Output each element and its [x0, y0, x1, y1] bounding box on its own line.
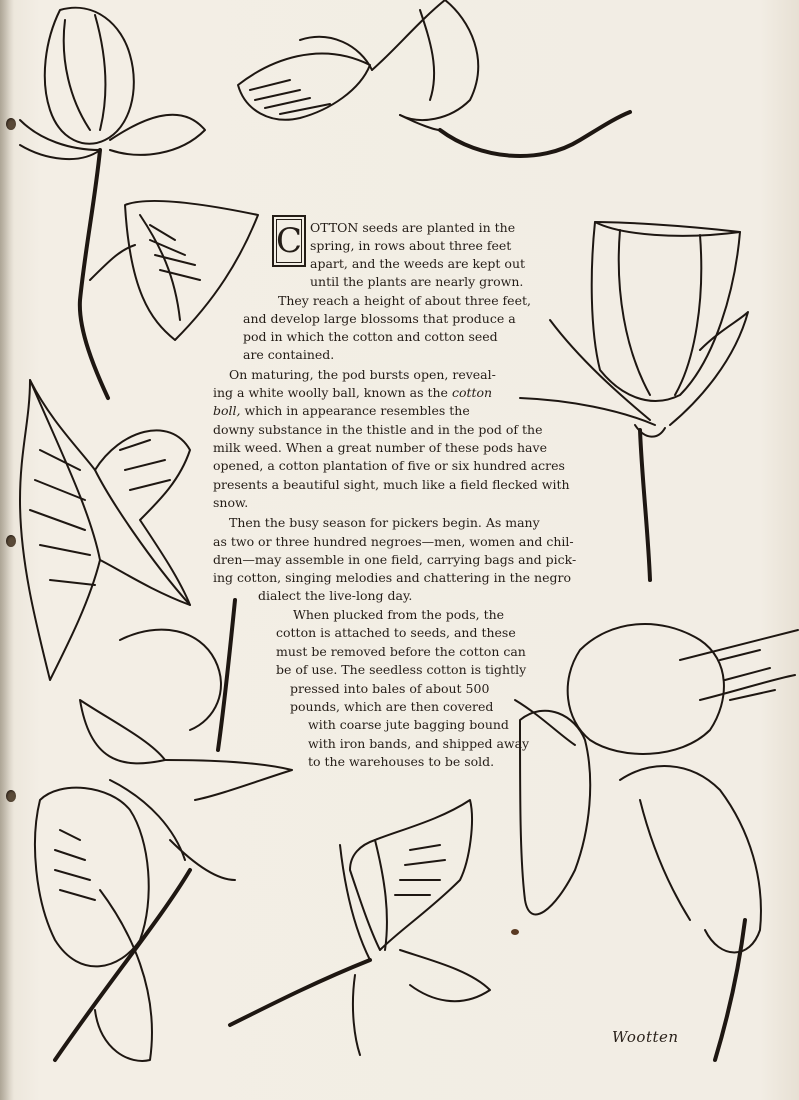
article-line: must be removed before the cotton can: [276, 644, 526, 659]
article-line: OTTON seeds are planted in the: [310, 220, 516, 235]
cotton-boll-bottom-left: [35, 600, 292, 1061]
article-line: dialect the live-long day.: [258, 588, 413, 603]
artist-signature: Wootten: [612, 1028, 679, 1046]
cotton-blossom-right: [520, 222, 748, 580]
article-line: presents a beautiful sight, much like a field flecked with: [213, 477, 570, 492]
ink-fleck: [511, 929, 519, 935]
cotton-blossom-bottom-center: [230, 800, 490, 1055]
article-line: On maturing, the pod bursts open, reveal-: [229, 367, 496, 382]
article-line: apart, and the weeds are kept out: [310, 256, 526, 271]
cotton-boll-bottom-right: [515, 624, 798, 1060]
article-line: are contained.: [243, 347, 335, 362]
article-line: Then the busy season for pickers begin. As many: [229, 515, 540, 530]
cotton-leaf-left: [20, 380, 190, 680]
cotton-boll-top-left: [20, 8, 258, 398]
article-line: cotton is attached to seeds, and these: [276, 625, 516, 640]
article-line: pressed into bales of about 500: [290, 681, 490, 696]
article-line: pod in which the cotton and cotton seed: [243, 329, 498, 344]
article-line: boll, which in appearance resembles the: [213, 403, 470, 418]
article-line: ing a white woolly ball, known as the cotton: [213, 385, 493, 400]
article-line: When plucked from the pods, the: [293, 607, 505, 622]
article-line: dren—may assemble in one field, carrying bags and pick-: [213, 552, 577, 567]
article-line: pounds, which are then covered: [290, 699, 494, 714]
article-line: opened, a cotton plantation of five or six hundred acres: [213, 458, 565, 473]
article-line: as two or three hundred negroes—men, women and chil-: [213, 534, 574, 549]
article-line: ing cotton, singing melodies and chattering in the negro: [213, 570, 572, 585]
article-line: milk weed. When a great number of these pods have: [213, 440, 547, 455]
drop-cap-letter: C: [276, 221, 303, 261]
article-line: They reach a height of about three feet,: [278, 293, 531, 308]
article-line: spring, in rows about three feet: [310, 238, 512, 253]
article-line: until the plants are nearly grown.: [310, 274, 524, 289]
article-line: and develop large blossoms that produce a: [243, 311, 516, 326]
article-line: to the warehouses to be sold.: [308, 754, 495, 769]
cotton-blossom-top-center: [238, 0, 630, 156]
drop-cap-box: [272, 215, 306, 267]
article-line: be of use. The seedless cotton is tightly: [276, 662, 527, 677]
article-line: snow.: [213, 495, 249, 510]
article-line: with iron bands, and shipped away: [308, 736, 530, 751]
article-line: with coarse jute bagging bound: [308, 717, 509, 732]
article-line: downy substance in the thistle and in the pod of the: [213, 422, 543, 437]
